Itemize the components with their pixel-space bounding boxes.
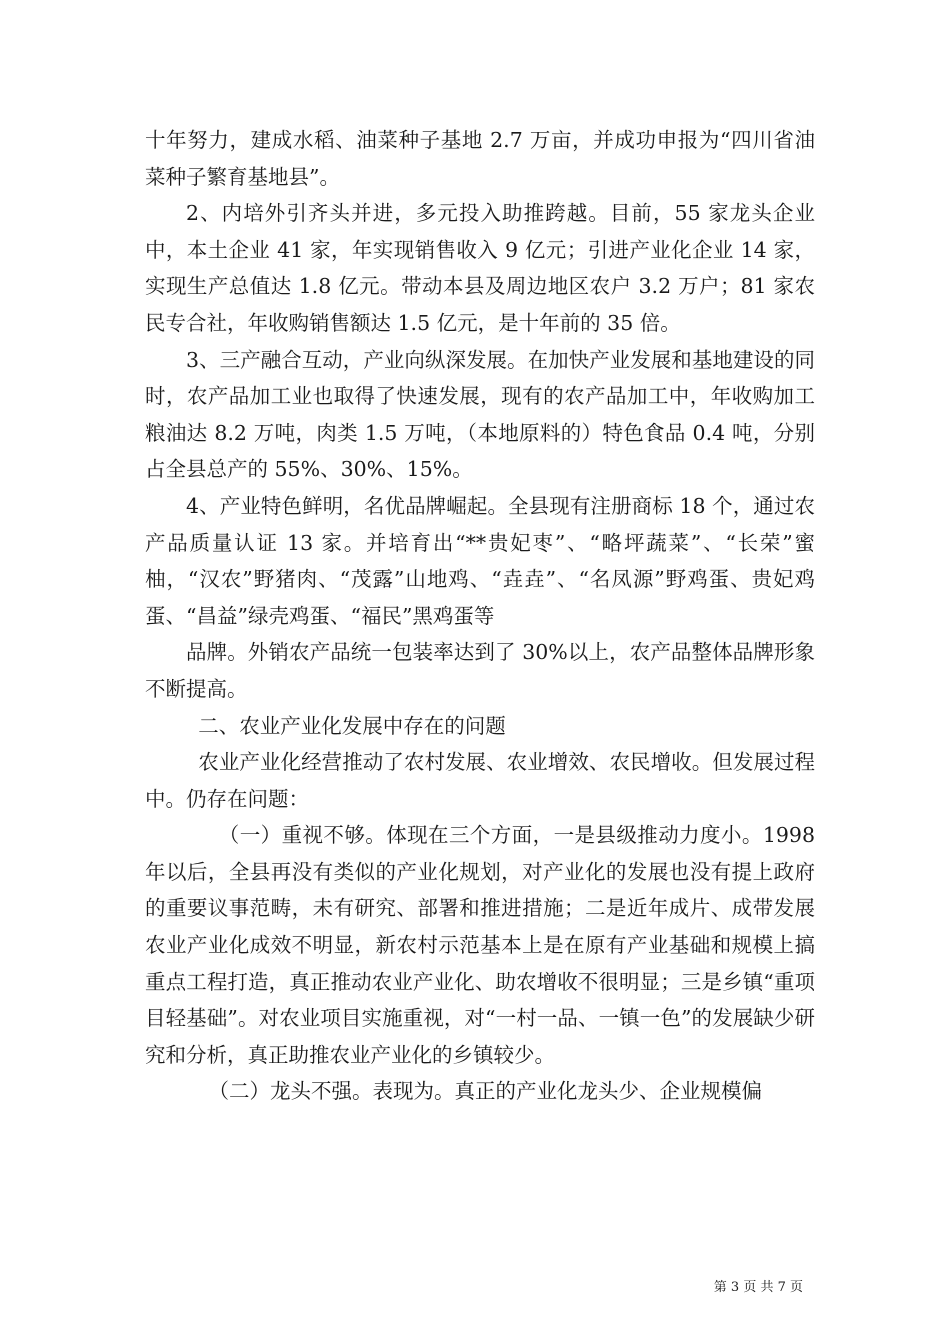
paragraph-seed-base: 十年努力，建成水稻、油菜种子基地 2.7 万亩，并成功申报为“四川省油菜种子繁育基地县”。: [145, 128, 815, 189]
paragraph-point-2: 2、内培外引齐头并进，多元投入助推跨越。目前，55 家龙头企业中，本土企业 41 家，年实现销售收入 9 亿元；引进产业化企业 14 家，实现生产总值达 1.8 亿元。带动本县及周边地区农户 3.2 万户；81 家农民专合社，年收购销售额达 1.5 亿元，是十年前的 35 倍。: [145, 201, 815, 335]
page-indicator: 第 3 页 共 7 页: [713, 1280, 803, 1295]
paragraph-problem-1: （一）重视不够。体现在三个方面，一是县级推动力度小。1998 年以后，全县再没有类似的产业化规划，对产业化的发展也没有提上政府的重要议事范畴，未有研究、部署和推进措施；二是近年成片、成带发展农业产业化成效不明显，新农村示范基本上是在原有产业基础和规模上搞重点工程打造，真正推动农业产业化、助农增收不很明显；三是乡镇“重项目轻基础”。对农业项目实施重视，对“一村一品、一镇一色”的发展缺少研究和分析，真正助推农业产业化的乡镇较少。: [145, 823, 815, 1067]
paragraph-problem-2: （二）龙头不强。表现为。真正的产业化龙头少、企业规模偏: [208, 1079, 763, 1104]
paragraph-point-3: 3、三产融合互动，产业向纵深发展。在加快产业发展和基地建设的同时，农产品加工业也取得了快速发展，现有的农产品加工中，年收购加工粮油达 8.2 万吨，肉类 1.5 万吨，（本地原料的）特色食品 0.4 吨，分别占全县总产的 55%、30%、15%。: [145, 347, 815, 482]
document-body: [145, 122, 815, 1110]
paragraph-brand-continuation: 品牌。外销农产品统一包装率达到了 30%以上，农产品整体品牌形象不断提高。: [145, 640, 815, 701]
section-heading-problems: 二、农业产业化发展中存在的问题: [198, 713, 506, 738]
paragraph-problems-intro: 农业产业化经营推动了农村发展、农业增效、农民增收。但发展过程中。仍存在问题：: [145, 750, 815, 811]
paragraph-point-4: 4、产业特色鲜明，名优品牌崛起。全县现有注册商标 18 个，通过农产品质量认证 13 家。并培育出“**贵妃枣”、“略坪蔬菜”、“长荣”蜜柚，“汉农”野猪肉、“茂露”山地鸡、“垚垚”、“名凤源”野鸡蛋、贵妃鸡蛋、“昌益”绿壳鸡蛋、“福民”黑鸡蛋等: [145, 493, 815, 628]
